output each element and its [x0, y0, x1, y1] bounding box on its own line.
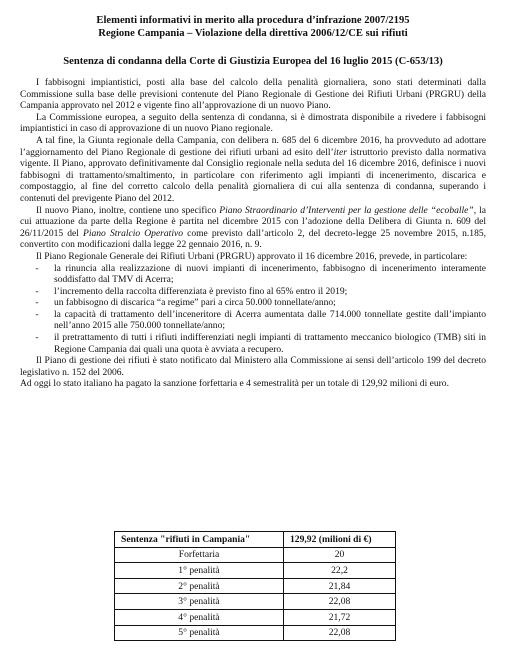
list-item: [20, 297, 486, 309]
paragraph-6: Il Piano di gestione dei rifiuti è stato notificato dal Ministero alla Commissione ai sensi dell’articolo 199 del decreto legislativo n. 152 del 2006.: [20, 355, 486, 378]
list-dash: -: [35, 285, 39, 297]
list-item: [20, 263, 486, 286]
table-cell-value: 21,72: [284, 609, 396, 625]
table-row: [115, 594, 396, 610]
sentence-subtitle: Sentenza di condanna della Corte di Giustizia Europea del 16 luglio 2015 (C-653/13): [63, 56, 443, 67]
list-dash: -: [35, 297, 39, 309]
list-item: [20, 286, 486, 298]
table-cell-label: 3° penalità: [115, 594, 284, 610]
document-header: [20, 14, 486, 40]
paragraph-5: Il Piano Regionale Generale dei Rifiuti Urbani (PRGRU) approvato il 16 dicembre 2016, prevede, in particolare:: [36, 250, 468, 262]
header-line-2: Regione Campania – Violazione della direttiva 2006/12/CE sui rifiuti: [98, 28, 408, 39]
table-row: [115, 563, 396, 579]
paragraph-1: I fabbisogni impiantistici, posti alla base del calcolo della penalità giornaliera, sono stati determinati dalla Commissione sulla base delle previsioni contenute del Piano Regionale di Gestione dei Rifiuti Urbani (PRGRU) della Campania approvato nel 2012 e vigente fino all’approvazione di un nuovo Piano.: [20, 77, 486, 112]
paragraph-4: [20, 205, 486, 251]
table-row: [115, 547, 396, 563]
list-dash: -: [35, 332, 39, 344]
table-cell-label: 5° penalità: [115, 625, 284, 641]
list-item-text: la capacità di trattamento dell’inceneritore di Acerra aumentata dalle 714.000 tonnellate gestite dall’impianto nell’anno 2015 alle 750.000 tonnellate/anno;: [54, 308, 486, 332]
table-cell-label: Forfettaria: [115, 547, 284, 563]
list-dash: -: [35, 262, 39, 274]
list-item-text: il pretrattamento di tutti i rifiuti indifferenziati negli impianti di trattamento meccanico biologico (TMB) siti in Regione Campania dai quali una quota è avviata a recupero.: [54, 332, 486, 355]
list-item: [20, 332, 486, 355]
paragraph-4-part-c: , la cui attuazione da parte della Regione è partita nel dicembre 2015 con l’adozione della Delibera di Giunta n. 609 del 26/11/2015 del: [20, 204, 486, 239]
paragraph-2: La Commissione europea, a seguito della sentenza di condanna, si è dimostrata disponibile a rivedere i fabbisogni impiantistici in caso di approvazione di un nuovo Piano regionale.: [20, 111, 486, 135]
list-item-text: la rinuncia alla realizzazione di nuovi impianti di incenerimento, fabbisogno di incenerimento interamente soddisfatto dal TMV di Acerra;: [54, 262, 486, 286]
plan-provisions-list: [20, 263, 486, 356]
paragraph-4-plan-title: Piano Straordinario d’Interventi per la gestione delle “ecoballe”: [219, 204, 474, 216]
table-cell-value: 22,08: [284, 625, 396, 641]
table-cell-label: 2° penalità: [115, 578, 284, 594]
paragraph-3-iter: iter: [333, 146, 347, 158]
list-dash: -: [35, 308, 39, 320]
document-body: [20, 77, 486, 390]
table-row: [115, 625, 396, 641]
table-cell-value: 20: [284, 547, 396, 563]
table-header-amount: 129,92 (milioni di €): [284, 532, 396, 548]
table-cell-label: 1° penalità: [115, 563, 284, 579]
table-row: [115, 578, 396, 594]
paragraph-4-stralcio: Piano Stralcio Operativo: [83, 227, 183, 239]
paragraph-4-part-a: Il nuovo Piano, inoltre, contiene uno specifico: [36, 204, 220, 216]
sanction-table: [114, 531, 396, 641]
table-row: [115, 609, 396, 625]
sanction-table-wrapper: [114, 531, 396, 641]
table-cell-value: 21,84: [284, 578, 396, 594]
table-cell-label: 4° penalità: [115, 609, 284, 625]
table-header-row: [115, 532, 396, 548]
table-cell-value: 22,2: [284, 563, 396, 579]
list-item-text: l’incremento della raccolta differenziata è previsto fino al 65% entro il 2019;: [54, 285, 348, 297]
list-item: [20, 309, 486, 332]
paragraph-4-part-e: come previsto dall’articolo 2, del decreto-legge 25 novembre 2015, n.185, convertito con modificazioni dalla legge 22 gennaio 2016, n. 9.: [20, 227, 486, 251]
header-line-1: Elementi informativi in merito alla procedura d’infrazione 2007/2195: [96, 15, 410, 26]
paragraph-7: Ad oggi lo stato italiano ha pagato la sanzione forfettaria e 4 semestralità per un totale di 129,92 milioni di euro.: [20, 378, 449, 390]
list-item-text: un fabbisogno di discarica “a regime” pari a circa 50.000 tonnellate/anno;: [54, 297, 336, 309]
paragraph-3: [20, 135, 486, 205]
paragraph-3-part-a: A tal fine, la Giunta regionale della Campania, con delibera n. 685 del 6 dicembre 2016, ha provveduto ad adottare l’aggiornamento del Piano Regionale di gestione dei rifiuti urbani ad esito dell’: [20, 134, 486, 158]
table-cell-value: 22,08: [284, 594, 396, 610]
paragraph-3-part-c: istruttorio previsto dalla normativa vigente. Il Piano, approvato definitivamente dal Consiglio regionale nella seduta del 16 dicembre 2016, definisce i nuovi fabbisogni di trattamento/smaltimento, in particolare con riferimento agli impianti di incenerimento, discarica e compostaggio, al fine del corretto calcolo della penalità giornaliera di cui alla sentenza di condanna, superando i contenuti del previgente Piano del 2012.: [20, 146, 486, 204]
table-header-sentence: Sentenza "rifiuti in Campania": [115, 532, 284, 548]
